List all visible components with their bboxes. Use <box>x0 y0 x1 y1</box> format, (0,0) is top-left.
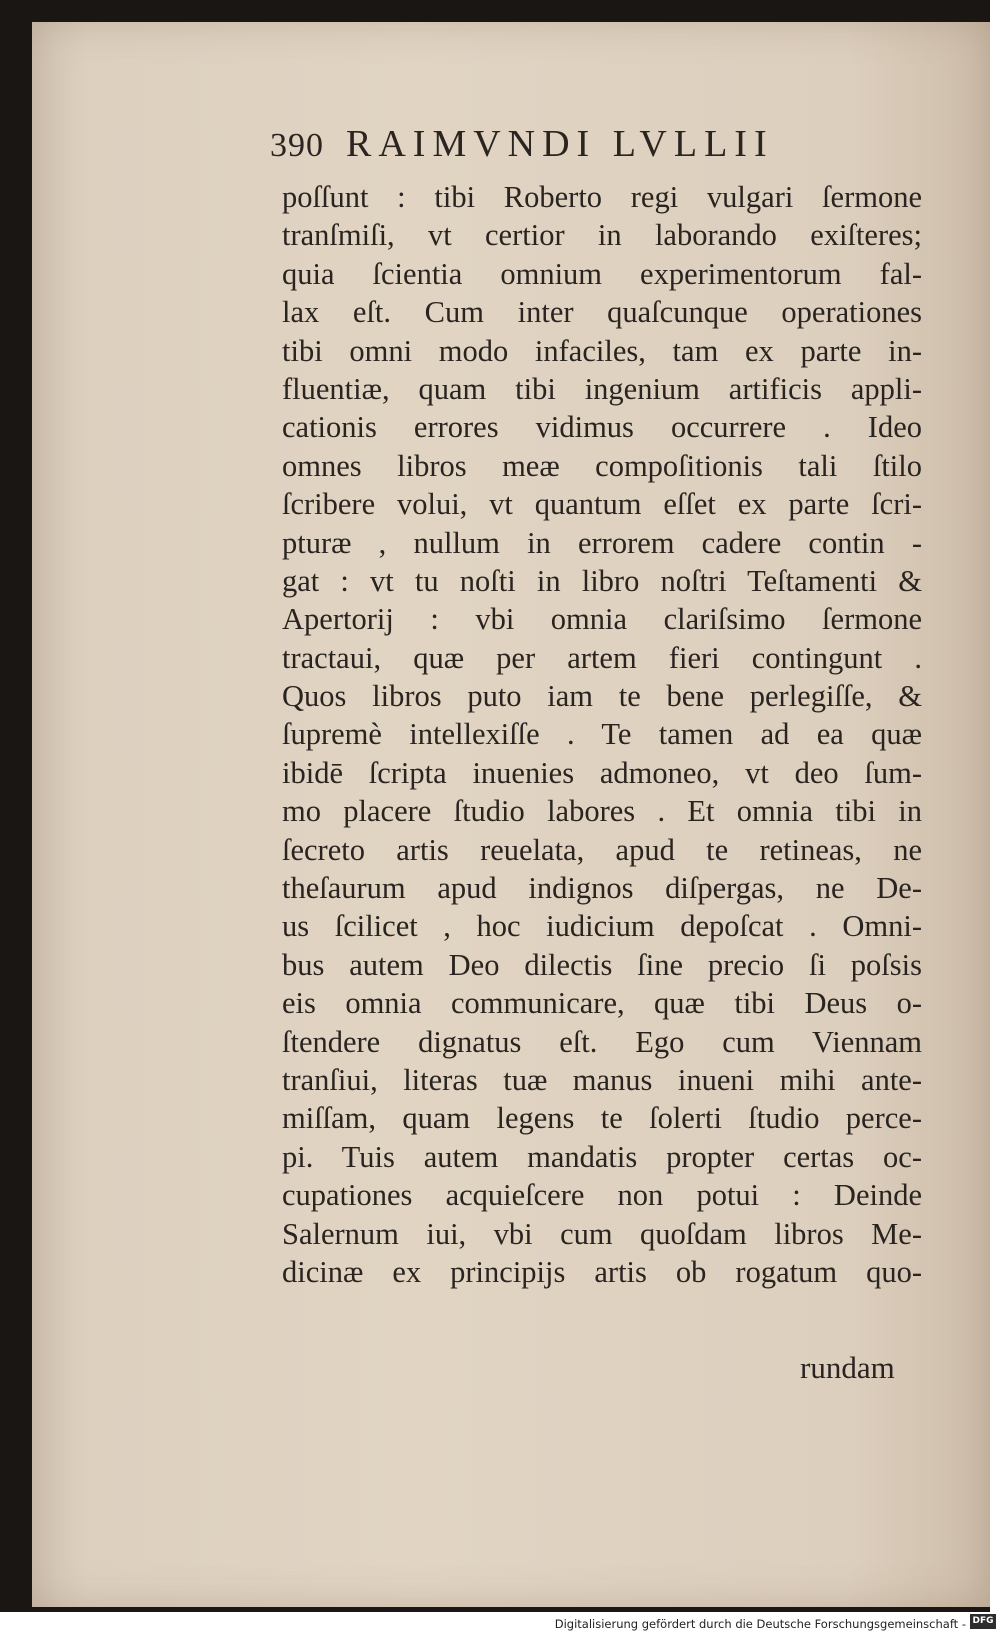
text-line: tibi omni modo infaciles, tam ex parte in- <box>282 333 922 368</box>
text-line: miſſam, quam legens te ſolerti ſtudio perce- <box>282 1101 922 1136</box>
running-head <box>270 122 930 174</box>
text-line: omnes libros meæ compoſitionis tali ſtilo <box>282 448 922 483</box>
text-line: us ſcilicet , hoc iudicium depoſcat . Omni- <box>282 909 922 944</box>
text-line: lax eſt. Cum inter quaſcunque operationes <box>282 295 922 330</box>
text-line: bus autem Deo dilectis ſine precio ſi poſsis <box>282 947 922 982</box>
text-line: gat : vt tu noſti in libro noſtri Teſtamenti & <box>282 563 922 598</box>
text-line: ſtendere dignatus eſt. Ego cum Viennam <box>282 1024 922 1059</box>
running-head-title: RAIMVNDI LVLLII <box>346 123 774 165</box>
text-line: ſcribere volui, vt quantum eſſet ex parte ſcri- <box>282 487 922 522</box>
body-text <box>282 178 922 1291</box>
text-line: dicinæ ex principijs artis ob rogatum quo- <box>282 1254 922 1289</box>
text-line: tranſmiſi, vt certior in laborando exiſteres; <box>282 218 922 253</box>
text-line: mo placere ſtudio labores . Et omnia tibi in <box>282 794 922 829</box>
text-line: ſupremè intellexiſſe . Te tamen ad ea quæ <box>282 717 922 752</box>
text-line: cationis errores vidimus occurrere . Ideo <box>282 410 922 445</box>
catchword: rundam <box>800 1350 895 1385</box>
text-line: pi. Tuis autem mandatis propter certas oc- <box>282 1139 922 1174</box>
text-line: fluentiæ, quam tibi ingenium artificis appli- <box>282 371 922 406</box>
text-line: Salernum iui, vbi cum quoſdam libros Me- <box>282 1216 922 1251</box>
funding-note: Digitalisierung gefördert durch die Deutsche Forschungsgemeinschaft - <box>554 1617 966 1631</box>
text-line: Quos libros puto iam te bene perlegiſſe, & <box>282 679 922 714</box>
text-line: eis omnia communicare, quæ tibi Deus o- <box>282 986 922 1021</box>
page-number: 390 <box>270 127 324 164</box>
text-line: ſecreto artis reuelata, apud te retineas, ne <box>282 832 922 867</box>
text-line: poſſunt : tibi Roberto regi vulgari ſermone <box>282 180 922 214</box>
text-line: tractaui, quæ per artem fieri contingunt . <box>282 640 922 675</box>
text-line: theſaurum apud indignos diſpergas, ne De- <box>282 871 922 906</box>
text-line: tranſiui, literas tuæ manus inueni mihi ante- <box>282 1062 922 1097</box>
text-line: cupationes acquieſcere non potui : Deinde <box>282 1178 922 1213</box>
text-line: pturæ , nullum in errorem cadere contin - <box>282 525 922 560</box>
text-line: quia ſcientia omnium experimentorum fal- <box>282 256 922 291</box>
text-line: ibidē ſcripta inuenies admoneo, vt deo ſum- <box>282 755 922 790</box>
dfg-logo: DFG <box>970 1614 996 1629</box>
text-line: Apertorij : vbi omnia clariſsimo ſermone <box>282 602 922 637</box>
